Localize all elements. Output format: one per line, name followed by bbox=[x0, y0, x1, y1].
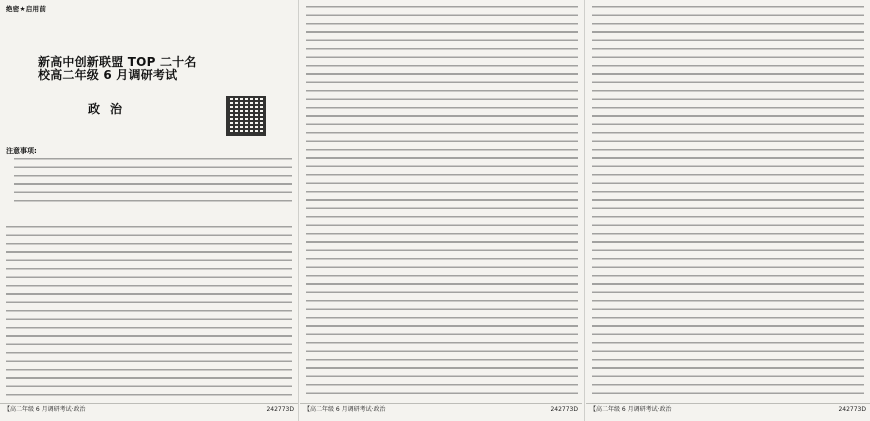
instructions-text bbox=[14, 158, 292, 204]
confidential-label: 绝密★启用前 bbox=[6, 5, 47, 13]
question-text bbox=[6, 226, 292, 398]
instructions-heading: 注意事项: bbox=[6, 147, 37, 155]
exam-page-3 bbox=[586, 0, 870, 421]
question-text bbox=[592, 6, 864, 398]
footer-label: 【高二年级 6 月调研考试·政治 bbox=[590, 406, 672, 413]
footer-code: 242773D bbox=[266, 406, 294, 413]
footer-code: 242773D bbox=[838, 406, 866, 413]
page-divider bbox=[298, 0, 299, 421]
subject-title: 政治 bbox=[88, 102, 133, 116]
page-footer bbox=[586, 403, 870, 416]
qr-code-icon bbox=[226, 96, 266, 136]
page-footer bbox=[300, 403, 582, 416]
page-divider bbox=[584, 0, 585, 421]
footer-label: 【高二年级 6 月调研考试·政治 bbox=[304, 406, 386, 413]
page-footer bbox=[0, 403, 298, 416]
footer-code: 242773D bbox=[550, 406, 578, 413]
question-text bbox=[306, 6, 578, 398]
exam-title: 新高中创新联盟 TOP 二十名校高二年级 6 月调研考试 bbox=[38, 55, 197, 82]
exam-page-2 bbox=[300, 0, 582, 421]
exam-page-1 bbox=[0, 0, 298, 421]
footer-label: 【高二年级 6 月调研考试·政治 bbox=[4, 406, 86, 413]
